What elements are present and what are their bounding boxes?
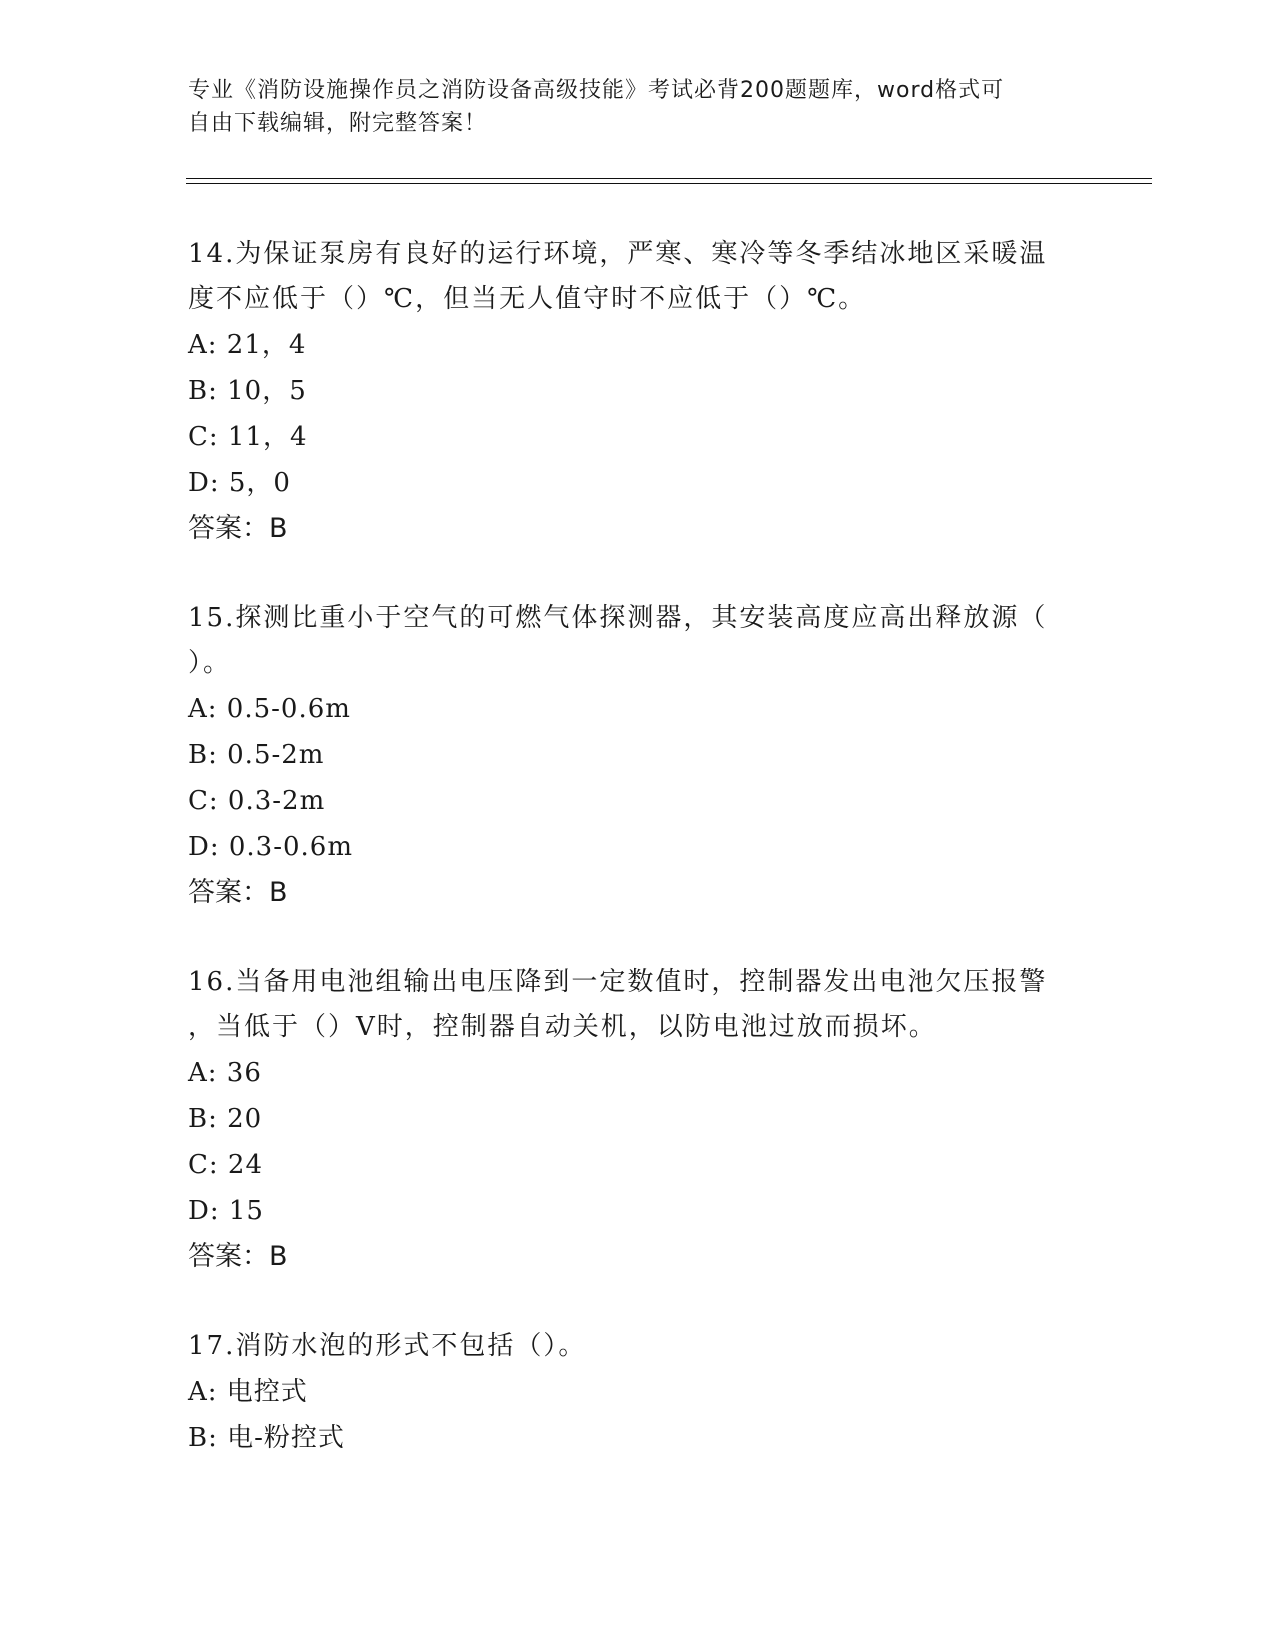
question-stem-line-2: 度不应低于（）℃，但当无人值守时不应低于（）℃。 bbox=[188, 284, 867, 314]
option-d: D: 0.3-0.6m bbox=[188, 832, 354, 862]
option-c: C: 11，4 bbox=[188, 422, 308, 452]
question-17 bbox=[188, 1324, 1088, 1461]
option-c: C: 24 bbox=[188, 1150, 264, 1180]
option-a: A: 电控式 bbox=[188, 1377, 308, 1407]
answer-label: 答案：B bbox=[188, 877, 288, 908]
question-16 bbox=[188, 960, 1088, 1280]
option-d: D: 15 bbox=[188, 1196, 264, 1226]
option-b: B: 10，5 bbox=[188, 376, 307, 406]
question-stem-line-2: ，当低于（）V时，控制器自动关机，以防电池过放而损坏。 bbox=[188, 1012, 937, 1042]
question-stem-line-1: 14.为保证泵房有良好的运行环境，严寒、寒冷等冬季结冰地区采暖温 bbox=[188, 239, 1048, 269]
question-15 bbox=[188, 596, 1088, 916]
header-line-1: 专业《消防设施操作员之消防设备高级技能》考试必背200题题库，word格式可 bbox=[188, 78, 1005, 103]
question-stem-line-2: ）。 bbox=[188, 648, 232, 678]
question-stem-line-1: 15.探测比重小于空气的可燃气体探测器，其安装高度应高出释放源（ bbox=[188, 603, 1048, 633]
option-b: B: 电-粉控式 bbox=[188, 1423, 345, 1453]
option-b: B: 0.5-2m bbox=[188, 740, 325, 770]
header-divider-top bbox=[186, 178, 1152, 179]
answer-label: 答案：B bbox=[188, 1241, 288, 1272]
option-b: B: 20 bbox=[188, 1104, 263, 1134]
question-stem-line-1: 17.消防水泡的形式不包括（）。 bbox=[188, 1331, 587, 1361]
header-divider-bottom bbox=[186, 183, 1152, 184]
header-line-2: 自由下载编辑，附完整答案！ bbox=[188, 111, 488, 136]
option-d: D: 5，0 bbox=[188, 468, 291, 498]
option-a: A: 36 bbox=[188, 1058, 262, 1088]
option-a: A: 0.5-0.6m bbox=[188, 694, 351, 724]
document-header bbox=[188, 74, 1068, 140]
question-stem-line-1: 16.当备用电池组输出电压降到一定数值时，控制器发出电池欠压报警 bbox=[188, 967, 1048, 997]
question-14 bbox=[188, 232, 1088, 552]
answer-label: 答案：B bbox=[188, 513, 288, 544]
option-c: C: 0.3-2m bbox=[188, 786, 326, 816]
option-a: A: 21，4 bbox=[188, 330, 307, 360]
